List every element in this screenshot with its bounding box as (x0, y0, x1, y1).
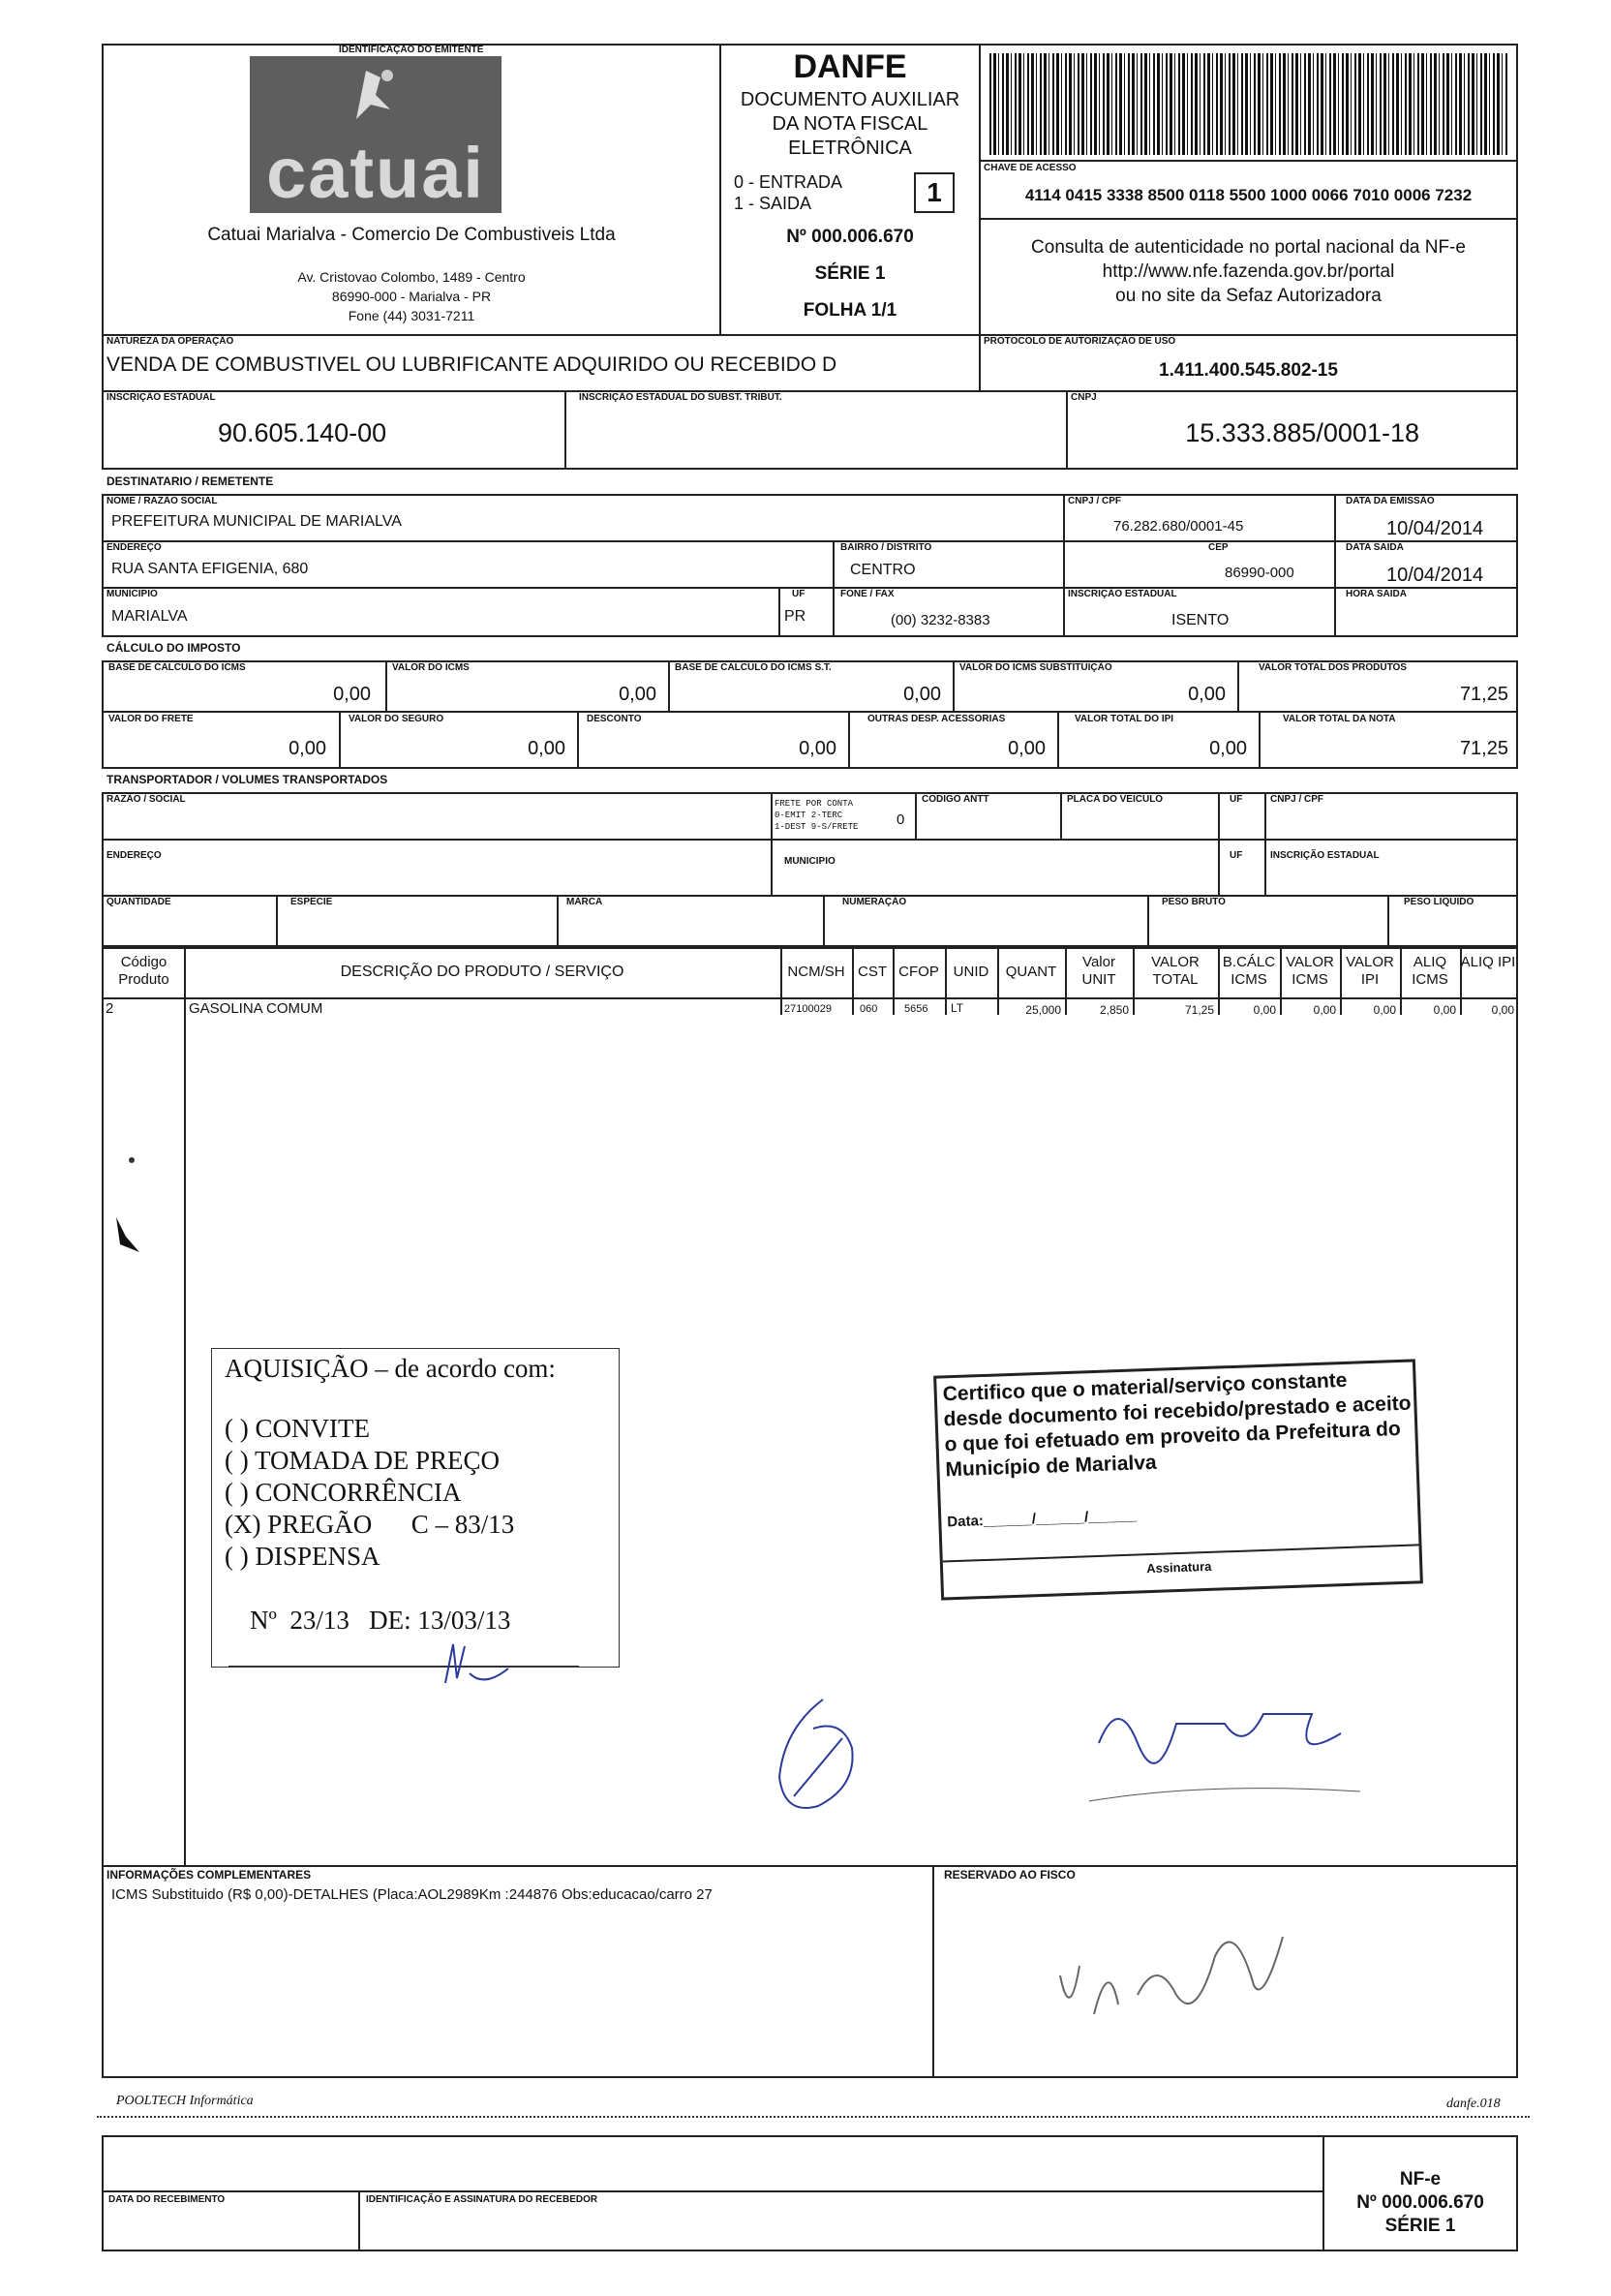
carrier-uf2-label: UF (1230, 850, 1243, 861)
divider (1334, 494, 1336, 637)
divider (102, 540, 1518, 542)
brand-label: MARCA (566, 897, 603, 907)
certification-stamp (933, 1359, 1423, 1600)
divider (893, 947, 895, 1015)
initials-signature (436, 1635, 523, 1698)
exit-date-label: DATA SAIDA (1346, 542, 1404, 553)
stamp-acq-opt4: (X) PREGÃO C – 83/13 (225, 1510, 515, 1539)
divider (184, 947, 186, 1867)
nature-label: NATUREZA DA OPERAÇÃO (106, 336, 234, 347)
exit-time-label: HORA SAIDA (1346, 589, 1407, 599)
divider (915, 792, 917, 839)
danfe-subtitle-1: DOCUMENTO AUXILIAR (740, 89, 960, 110)
base-st: 0,00 (903, 684, 941, 705)
emitter-phone: Fone (44) 3031-7211 (348, 308, 475, 323)
divider (1147, 895, 1149, 947)
cnpj-label: CNPJ (1071, 392, 1097, 403)
footer-series: SÉRIE 1 (1384, 2216, 1456, 2236)
divider (833, 587, 835, 637)
icms-st: 0,00 (1188, 684, 1226, 705)
exit-date: 10/04/2014 (1386, 565, 1484, 586)
divider (102, 587, 1518, 589)
recipient-address-label: ENDEREÇO (106, 542, 162, 553)
ie-value: 90.605.140-00 (218, 418, 387, 447)
divider (945, 947, 947, 1015)
cell-aicms: 0,00 (1433, 1003, 1456, 1017)
insurance-label: VALOR DO SEGURO (349, 714, 444, 724)
recipient-name-label: NOME / RAZÃO SOCIAL (106, 496, 218, 506)
recipient-cnpj: 76.282.680/0001-45 (1113, 518, 1244, 535)
divider (276, 895, 278, 947)
district: CENTRO (850, 562, 916, 578)
insurance: 0,00 (528, 738, 565, 759)
protocol-value: 1.411.400.545.802-15 (1159, 360, 1338, 381)
danfe-subtitle-3: ELETRÔNICA (788, 138, 912, 159)
divider (823, 895, 825, 947)
emission-date: 10/04/2014 (1386, 518, 1484, 539)
th-aicms: ALIQ ICMS (1412, 954, 1448, 988)
access-key-label: CHAVE DE ACESSO (984, 163, 1077, 173)
cell-aipi: 0,00 (1491, 1003, 1514, 1017)
reserved-label: RESERVADO AO FISCO (944, 1868, 1076, 1882)
receipt-date-label: DATA DO RECEBIMENTO (108, 2194, 226, 2205)
th-ncm: NCM/SH (787, 964, 845, 980)
barcode (989, 53, 1507, 155)
icms-st-label: VALOR DO ICMS SUBSTITUIÇÃO (959, 662, 1112, 673)
uf: PR (784, 608, 806, 625)
margin-mark (114, 1215, 143, 1259)
recipient-address: RUA SANTA EFIGENIA, 680 (111, 561, 309, 577)
phone-label: FONE / FAX (840, 589, 895, 599)
transport-section-label: TRANSPORTADOR / VOLUMES TRANSPORTADOS (106, 773, 388, 786)
stamp-acq-opt5: ( ) DISPENSA (225, 1542, 380, 1571)
stamp-cert-sign: Assinatura (1145, 1558, 1212, 1577)
danfe-title: DANFE (793, 48, 907, 85)
freight-by-line-1: FRETE POR CONTA (775, 799, 854, 809)
cep: 86990-000 (1225, 565, 1294, 581)
divider (557, 895, 559, 947)
software-credit: POOLTECH Informática (116, 2094, 254, 2108)
net-label: PESO LIQUIDO (1404, 897, 1474, 907)
footer-number: Nº 000.006.670 (1356, 2192, 1484, 2213)
freight-by-line-2: 0-EMIT 2-TERC (775, 811, 843, 820)
th-aipi: ALIQ IPI (1460, 954, 1516, 970)
divider (102, 2190, 1323, 2192)
divider (833, 540, 835, 587)
carrier-cnpj-label: CNPJ / CPF (1270, 794, 1324, 805)
receipt-box (102, 2135, 1518, 2251)
carrier-uf-label: UF (1230, 794, 1243, 805)
carrier-name-label: RAZÃO / SOCIAL (106, 794, 186, 805)
divider (1060, 792, 1062, 839)
other: 0,00 (1008, 738, 1046, 759)
stamp-acq-opt3: ( ) CONCORRÊNCIA (225, 1478, 462, 1507)
divider (979, 160, 1518, 162)
cell-vipi: 0,00 (1373, 1003, 1396, 1017)
divider (1063, 494, 1065, 637)
divider (358, 2190, 360, 2251)
plate-label: PLACA DO VEICULO (1067, 794, 1164, 805)
species-label: ESPÉCIE (290, 897, 333, 907)
city: MARIALVA (111, 608, 188, 625)
district-label: BAIRRO / DISTRITO (840, 542, 932, 553)
freight-by-value: 0 (897, 811, 905, 828)
divider (102, 711, 1518, 713)
danfe-series: SÉRIE 1 (814, 263, 886, 284)
emission-label: DATA DA EMISSÃO (1346, 496, 1435, 506)
stamp-acq-title: AQUISIÇÃO – de acordo com: (225, 1354, 556, 1383)
cnpj-value: 15.333.885/0001-18 (1185, 418, 1419, 447)
tax-section-label: CÁLCULO DO IMPOSTO (106, 641, 241, 655)
danfe-type-box: 1 (914, 172, 955, 213)
ie-st-label: INSCRIÇÃO ESTADUAL DO SUBST. TRIBUT. (579, 392, 782, 403)
consult-line-1: Consulta de autenticidade no portal nacional da NF-e (1031, 237, 1466, 258)
divider (1387, 895, 1389, 947)
access-key: 4114 0415 3338 8500 0118 5500 1000 0066 7010 0006 7232 (1024, 186, 1473, 204)
stamp-acq-opt2: ( ) TOMADA DE PREÇO (225, 1446, 501, 1475)
stamp-acq-opt1: ( ) CONVITE (225, 1414, 370, 1443)
cell-quant: 25,000 (1025, 1003, 1061, 1017)
divider (1264, 792, 1266, 895)
danfe-number: Nº 000.006.670 (786, 227, 914, 247)
discount-label: DESCONTO (587, 714, 642, 724)
recipient-ie: ISENTO (1171, 612, 1230, 628)
divider (771, 792, 773, 895)
base-st-label: BASE DE CALCULO DO ICMS S.T. (675, 662, 832, 673)
consult-line-2[interactable]: http://www.nfe.fazenda.gov.br/portal (1102, 261, 1395, 282)
freight-by-line-3: 1-DEST 9-S/FRETE (775, 822, 859, 832)
th-vicms: VALOR ICMS (1286, 954, 1334, 988)
stamp-cert-text: Certifico que o material/serviço constante desde documento foi recebido/prestado e aceito o que foi efetuado em proveito da Prefeitura do Município de Marialva (942, 1368, 1412, 1482)
freight: 0,00 (289, 738, 326, 759)
divider (102, 997, 1518, 999)
emitter-city: 86990-000 - Marialva - PR (331, 289, 492, 304)
divider (102, 839, 1518, 841)
ipi-label: VALOR TOTAL DO IPI (1075, 714, 1174, 724)
icms: 0,00 (619, 684, 656, 705)
invoice-total-label: VALOR TOTAL DA NOTA (1283, 714, 1396, 724)
antt-label: CODIGO ANTT (922, 794, 989, 805)
th-quant: QUANT (1005, 964, 1057, 980)
company-logo (250, 56, 502, 213)
cell-ncm: 27100029 (784, 1003, 832, 1015)
invoice-total: 71,25 (1459, 738, 1508, 759)
th-code: Código Produto (118, 954, 169, 988)
uf-label: UF (792, 589, 806, 599)
divider (780, 947, 782, 1015)
stamp-acq-number: Nº 23/13 DE: 13/03/13 (250, 1606, 511, 1635)
cell-code: 2 (106, 1000, 114, 1017)
cell-unit: 2,850 (1099, 1003, 1129, 1017)
margin-mark (129, 1157, 135, 1163)
recipient-ie-label: INSCRIÇÃO ESTADUAL (1068, 589, 1177, 599)
products-total-label: VALOR TOTAL DOS PRODUTOS (1259, 662, 1407, 673)
stamp-cert-date: Data:______/______/______ (947, 1507, 1138, 1531)
phone: (00) 3232-8383 (891, 612, 990, 628)
info-label: INFORMAÇÕES COMPLEMENTARES (106, 1868, 312, 1882)
info-text: ICMS Substituido (R$ 0,00)-DETALHES (Placa:AOL2989Km :244876 Obs:educacao/carro 27 (111, 1886, 713, 1903)
danfe-exit: 1 - SAIDA (734, 194, 812, 213)
numbering-label: NUMERAÇÃO (842, 897, 907, 907)
emitter-section-label: IDENTIFICAÇÃO DO EMITENTE (339, 45, 484, 55)
handwritten-signature (765, 1690, 871, 1830)
protocol-label: PROTOCOLO DE AUTORIZAÇÃO DE USO (984, 336, 1176, 347)
danfe-subtitle-2: DA NOTA FISCAL (772, 113, 928, 135)
city-label: MUNICIPIO (106, 589, 158, 599)
carrier-ie-label: INSCRIÇÃO ESTADUAL (1270, 850, 1380, 861)
th-unit: Valor UNIT (1081, 954, 1116, 988)
signature-line (228, 1666, 579, 1667)
consult-line-3: ou no site da Sefaz Autorizadora (1115, 286, 1382, 306)
recipient-section-label: DESTINATARIO / REMETENTE (106, 475, 274, 488)
logo-figure-icon (337, 66, 405, 124)
emitter-name: Catuai Marialva - Comercio De Combustiveis Ltda (207, 225, 616, 245)
cep-label: CEP (1208, 542, 1229, 553)
cell-cfop: 5656 (904, 1003, 928, 1015)
footer-nfe: NF-e (1399, 2169, 1442, 2189)
discount: 0,00 (799, 738, 836, 759)
divider (852, 947, 854, 1015)
cut-line (97, 2116, 1530, 2118)
cell-cst: 060 (860, 1003, 878, 1015)
emitter-address: Av. Cristovao Colombo, 1489 - Centro (297, 269, 526, 285)
th-desc: DESCRIÇÃO DO PRODUTO / SERVIÇO (340, 964, 624, 980)
th-vipi: VALOR IPI (1346, 954, 1394, 988)
recipient-name: PREFEITURA MUNICIPAL DE MARIALVA (111, 513, 402, 530)
base-icms: 0,00 (333, 684, 371, 705)
divider (778, 587, 780, 637)
cell-vicms: 0,00 (1313, 1003, 1336, 1017)
th-cst: CST (858, 964, 887, 980)
th-total: VALOR TOTAL (1151, 954, 1200, 988)
qty-label: QUANTIDADE (106, 897, 171, 907)
nature-value: VENDA DE COMBUSTIVEL OU LUBRIFICANTE ADQUIRIDO OU RECEBIDO D (106, 353, 837, 376)
th-bcicms: B.CÁLC ICMS (1222, 954, 1276, 988)
divider (1218, 792, 1220, 895)
receiver-label: IDENTIFICAÇÃO E ASSINATURA DO RECEBEDOR (366, 2194, 598, 2205)
products-total: 71,25 (1459, 684, 1508, 705)
th-unid: UNID (953, 964, 989, 980)
danfe-sheet: FOLHA 1/1 (803, 300, 897, 321)
cell-total: 71,25 (1184, 1003, 1214, 1017)
cell-desc: GASOLINA COMUM (189, 1000, 323, 1017)
handwritten-note (1050, 1898, 1302, 2038)
logo-text: catuai (266, 133, 485, 213)
carrier-address-label: ENDEREÇO (106, 850, 162, 861)
cell-unid: LT (951, 1001, 964, 1015)
gross-label: PESO BRUTO (1162, 897, 1226, 907)
ie-label: INSCRIÇÃO ESTADUAL (106, 392, 216, 403)
carrier-city-label: MUNICIPIO (784, 856, 836, 867)
ipi: 0,00 (1209, 738, 1247, 759)
th-cfop: CFOP (898, 964, 939, 980)
form-code: danfe.018 (1446, 2097, 1501, 2111)
danfe-entry: 0 - ENTRADA (734, 172, 843, 192)
cell-bcicms: 0,00 (1253, 1003, 1276, 1017)
icms-label: VALOR DO ICMS (392, 662, 470, 673)
recipient-cnpj-label: CNPJ / CPF (1068, 496, 1122, 506)
base-icms-label: BASE DE CALCULO DO ICMS (108, 662, 246, 673)
handwritten-signature (1070, 1685, 1380, 1825)
divider (979, 218, 1518, 220)
freight-label: VALOR DO FRETE (108, 714, 194, 724)
other-label: OUTRAS DESP. ACESSORIAS (867, 714, 1006, 724)
